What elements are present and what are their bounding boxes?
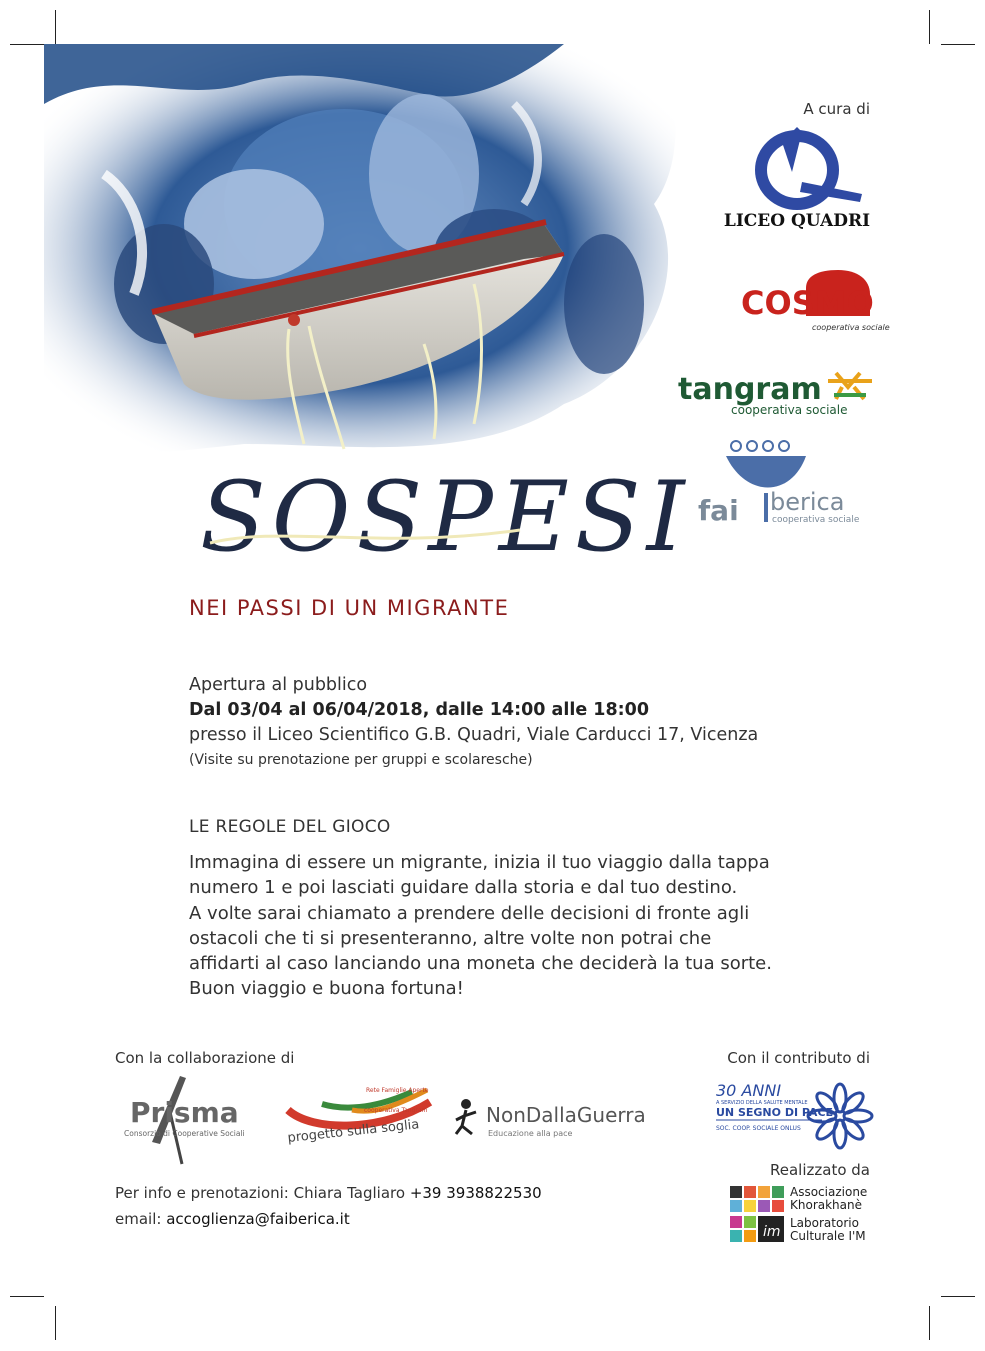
- rules-line: Buon viaggio e buona fortuna!: [189, 978, 464, 1000]
- tangram-logo: [676, 365, 876, 425]
- opening-dates: Dal 03/04 al 06/04/2018, dalle 14:00 alle 18:00: [189, 700, 650, 720]
- svg-text:UN SEGNO DI PACE: UN SEGNO DI PACE: [716, 1106, 834, 1119]
- contact-phone[interactable]: +39 3938822530: [409, 1184, 542, 1202]
- contact-info: [115, 1184, 542, 1202]
- rules-line: ostacoli che ti si presenteranno, altre volte non potrai che: [189, 927, 712, 949]
- opening-info: [189, 673, 889, 772]
- svg-text:LICEO QUADRI: LICEO QUADRI: [723, 211, 871, 231]
- email-link[interactable]: accoglienza@faiberica.it: [166, 1210, 350, 1228]
- prisma-logo: [112, 1072, 245, 1167]
- svg-text:berica: berica: [770, 488, 845, 516]
- crop-mark: [55, 1306, 56, 1340]
- progetto-soglia-logo: [282, 1080, 437, 1150]
- rules-line: numero 1 e poi lasciati guidare dalla storia e dal tuo destino.: [189, 877, 738, 899]
- cosmo-logo: [738, 268, 890, 338]
- svg-text:Khorakhanè: Khorakhanè: [790, 1198, 862, 1212]
- crop-mark: [929, 10, 930, 44]
- contact-label: Per info e prenotazioni: Chiara Tagliaro: [115, 1184, 410, 1202]
- liceo-quadri-logo: [722, 122, 872, 232]
- svg-text:cooperativa sociale: cooperativa sociale: [812, 323, 890, 332]
- svg-text:Educazione alla pace: Educazione alla pace: [488, 1129, 573, 1138]
- svg-text:cooperativa sociale: cooperativa sociale: [731, 403, 848, 417]
- svg-text:cooperativa Tangram: cooperativa Tangram: [364, 1107, 428, 1114]
- crop-mark: [55, 10, 56, 44]
- email-label: email:: [115, 1210, 167, 1228]
- collab-label: Con la collaborazione di: [115, 1049, 295, 1067]
- crop-mark: [10, 1296, 44, 1297]
- boat-illustration: [44, 44, 696, 474]
- svg-text:cooperativa sociale: cooperativa sociale: [772, 515, 860, 525]
- svg-text:SOSPESI: SOSPESI: [200, 461, 691, 573]
- segno-di-pace-logo: [714, 1080, 874, 1152]
- made-label: Realizzato da: [770, 1161, 870, 1179]
- contrib-label: Con il contributo di: [727, 1049, 870, 1067]
- subtitle: NEI PASSI DI UN MIGRANTE: [189, 596, 510, 620]
- opening-note: (Visite su prenotazione per gruppi e scolaresche): [189, 752, 533, 768]
- crop-mark: [10, 44, 44, 45]
- svg-text:Prisma: Prisma: [130, 1096, 239, 1129]
- svg-text:Consorzio di Cooperative Socia: Consorzio di Cooperative Sociali: [124, 1129, 245, 1138]
- rules-text: [189, 850, 869, 1002]
- crop-mark: [941, 1296, 975, 1297]
- svg-text:tangram: tangram: [678, 372, 822, 407]
- faiberica-logo: [696, 438, 876, 528]
- rules-line: Immagina di essere un migrante, inizia il tuo viaggio dalla tappa: [189, 852, 770, 873]
- contact-email-line: [115, 1210, 350, 1228]
- title-sospesi: [200, 455, 691, 585]
- khorakhane-logo: [730, 1184, 875, 1244]
- svg-text:im: im: [763, 1224, 781, 1240]
- svg-text:COSMO: COSMO: [741, 284, 874, 322]
- svg-text:A SERVIZIO DELLA SALUTE MENTAL: A SERVIZIO DELLA SALUTE MENTALE: [716, 1100, 808, 1106]
- svg-text:Associazione: Associazione: [790, 1185, 868, 1199]
- opening-location: presso il Liceo Scientifico G.B. Quadri, Viale Carducci 17, Vicenza: [189, 725, 759, 745]
- svg-text:NonDallaGuerra: NonDallaGuerra: [486, 1103, 646, 1127]
- svg-text:Laboratorio: Laboratorio: [790, 1216, 859, 1230]
- nondallaguerra-logo: [452, 1094, 646, 1142]
- rules-line: A volte sarai chiamato a prendere delle decisioni di fronte agli: [189, 902, 750, 924]
- svg-text:SOC. COOP. SOCIALE ONLUS: SOC. COOP. SOCIALE ONLUS: [716, 1125, 801, 1132]
- svg-text:progetto sulla soglia: progetto sulla soglia: [286, 1117, 421, 1146]
- svg-text:30 ANNI: 30 ANNI: [716, 1081, 782, 1100]
- svg-text:Culturale I'M: Culturale I'M: [790, 1229, 866, 1243]
- svg-text:Rete Famiglie Aperte: Rete Famiglie Aperte: [366, 1087, 429, 1094]
- crop-mark: [929, 1306, 930, 1340]
- opening-line: Apertura al pubblico: [189, 675, 368, 695]
- svg-text:fai: fai: [698, 494, 739, 527]
- sponsors-label: A cura di: [803, 100, 870, 118]
- crop-mark: [941, 44, 975, 45]
- rules-heading: LE REGOLE DEL GIOCO: [189, 817, 391, 837]
- rules-line: affidarti al caso lanciando una moneta che deciderà la tua sorte.: [189, 953, 772, 975]
